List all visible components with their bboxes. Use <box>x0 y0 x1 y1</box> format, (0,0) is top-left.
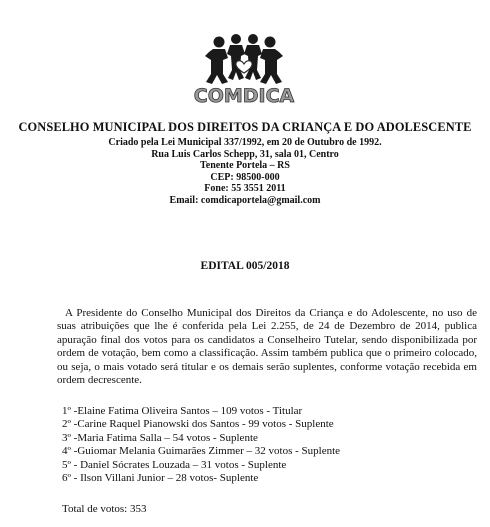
results-list <box>62 405 462 485</box>
comdica-logo <box>183 34 305 106</box>
info-address: Rua Luis Carlos Schepp, 31, sala 01, Centro <box>151 148 339 160</box>
logo-text: COMDICA <box>193 85 295 106</box>
list-item: 2º -Carine Raquel Pianowski dos Santos - 99 votos - Suplente <box>62 418 334 431</box>
edital-title: EDITAL 005/2018 <box>200 260 290 272</box>
info-phone: Fone: 55 3551 2011 <box>204 183 286 195</box>
info-cep: CEP: 98500-000 <box>210 171 280 183</box>
info-email: Email: comdicaportela@gmail.com <box>169 194 321 206</box>
list-item: 6º - Ilson Villani Junior – 28 votos- Suplente <box>62 472 259 485</box>
list-item: 1º -Elaine Fatima Oliveira Santos – 109 votos - Titular <box>62 405 303 417</box>
edital-paragraph: A Presidente do Conselho Municipal dos Direitos da Criança e do Adolescente, no uso de suas atribuições que lhe é conferida pela Lei 2.255, de 24 de Dezembro de 2014, publica apuração final dos votos para os candidatos a Conselheiro Tutelar, sendo disponibilizada por ordem de votação, bem como a classificação. Assim também publica que o primeiro colocado, ou seja, o mais votado será titular e os demais serão suplentes, conforme votação recebida em ordem decrescente. <box>57 307 477 387</box>
list-item: 4º -Guiomar Melania Guimarães Zimmer – 32 votos - Suplente <box>62 445 341 458</box>
info-city: Tenente Portela – RS <box>200 160 290 172</box>
comdica-logo-icon <box>183 34 305 106</box>
org-info <box>0 137 490 207</box>
list-item: 5º - Daniel Sócrates Louzada – 31 votos - Suplente <box>62 458 287 471</box>
total-votes: Total de votos: 353 <box>62 503 147 515</box>
info-law: Criado pela Lei Municipal 337/1992, em 20 de Outubro de 1992. <box>108 137 382 148</box>
list-item: 3º -Maria Fatima Salla – 54 votos - Suplente <box>62 431 258 444</box>
org-title: CONSELHO MUNICIPAL DOS DIREITOS DA CRIANÇA E DO ADOLESCENTE <box>18 120 472 134</box>
